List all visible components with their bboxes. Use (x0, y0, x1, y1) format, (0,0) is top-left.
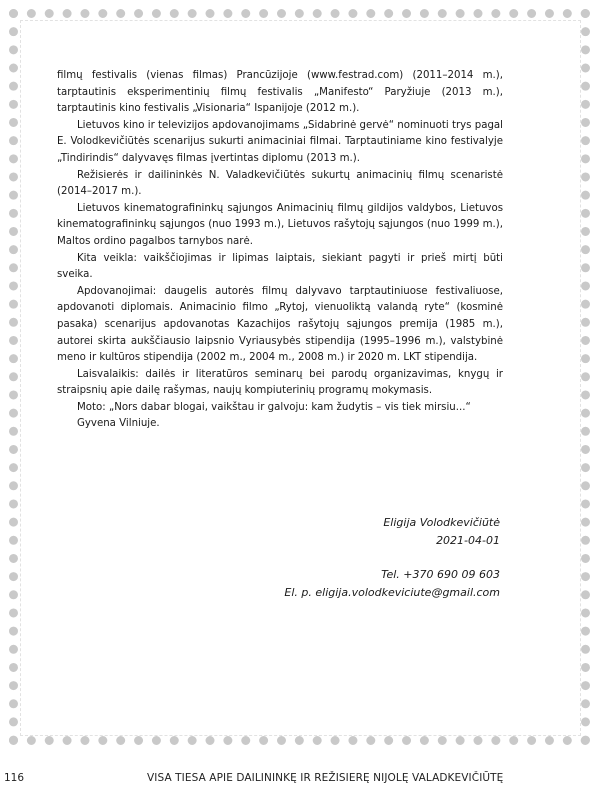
running-title: VISA TIESA APIE DAILININKĘ IR REŽISIERĘ NIJOLĘ VALADKEVIČIŪTĘ (147, 772, 504, 784)
page-footer (0, 772, 601, 792)
signature-date: 2021-04-01 (436, 533, 500, 547)
page-body (57, 68, 503, 433)
paragraph: Laisvalaikis: dailės ir literatūros seminarų bei parodų organizavimas, knygų ir straipsnių apie dailę rašymas, naujų kompiuterinių programų mokymasis. (57, 368, 503, 397)
page-number: 116 (4, 772, 25, 784)
email-address: El. p. eligija.volodkeviciute@gmail.com (284, 585, 500, 599)
paragraph: Apdovanojimai: daugelis autorės filmų dalyvavo tarptautiniuose festivaliuose, apdovanoti diplomais. Animacinio filmo „Rytoj, vienuoliktą valandą ryte“ (kosminė pasaka) scenarijus apdovanotas Kazachijos rašytojų sąjungos premija (1985 m.), autorei skirta aukščiausio laipsnio Vyriausybės stipendija (1995–1996 m.), valstybinė meno ir kultūros stipendija (2002 m., 2004 m., 2008 m.) ir 2020 m. LKT stipendija. (57, 285, 503, 364)
paragraph-motto: Moto: „Nors dabar blogai, vaikštau ir galvoju: kam žudytis – vis tiek mirsiu...“ (77, 401, 471, 413)
paragraph: filmų festivalis (vienas filmas) Prancūzijoje (www.festrad.com) (2011–2014 m.), tarptautinis eksperimentinių filmų festivalis „Manifesto“ Paryžiuje (2013 m.), tarptautinis kino festivalis „Visionaria“ Ispanijoje (2012 m.). (57, 70, 503, 115)
paragraph: Lietuvos kino ir televizijos apdovanojimams „Sidabrinė gervė“ nominuoti trys pagal E. Volodkevičiūtės scenarijus sukurti animaciniai filmai. Tarptautiniame kino festivalyje „Tindirindis“ dalyvavęs filmas įvertintas diplomu (2013 m.). (57, 119, 503, 164)
author-name: Eligija Volodkevičiūtė (383, 516, 500, 529)
paragraph: Lietuvos kinematografininkų sąjungos Animacinių filmų gildijos valdybos, Lietuvos kinematografininkų sąjungos (nuo 1993 m.), Lietuvos rašytojų sąjungos (nuo 1999 m.), Maltos ordino pagalbos tarnybos narė. (57, 202, 503, 247)
paragraph: Gyvena Vilniuje. (77, 418, 160, 430)
signature-block (284, 514, 500, 601)
phone-number: Tel. +370 690 09 603 (381, 568, 500, 581)
paragraph: Režisierės ir dailininkės N. Valadkevičiūtės sukurtų animacinių filmų scenaristė (2014–2017 m.). (57, 169, 503, 198)
paragraph: Kita veikla: vaikščiojimas ir lipimas laiptais, siekiant pagyti ir prieš mirtį būti sveika. (57, 252, 503, 281)
